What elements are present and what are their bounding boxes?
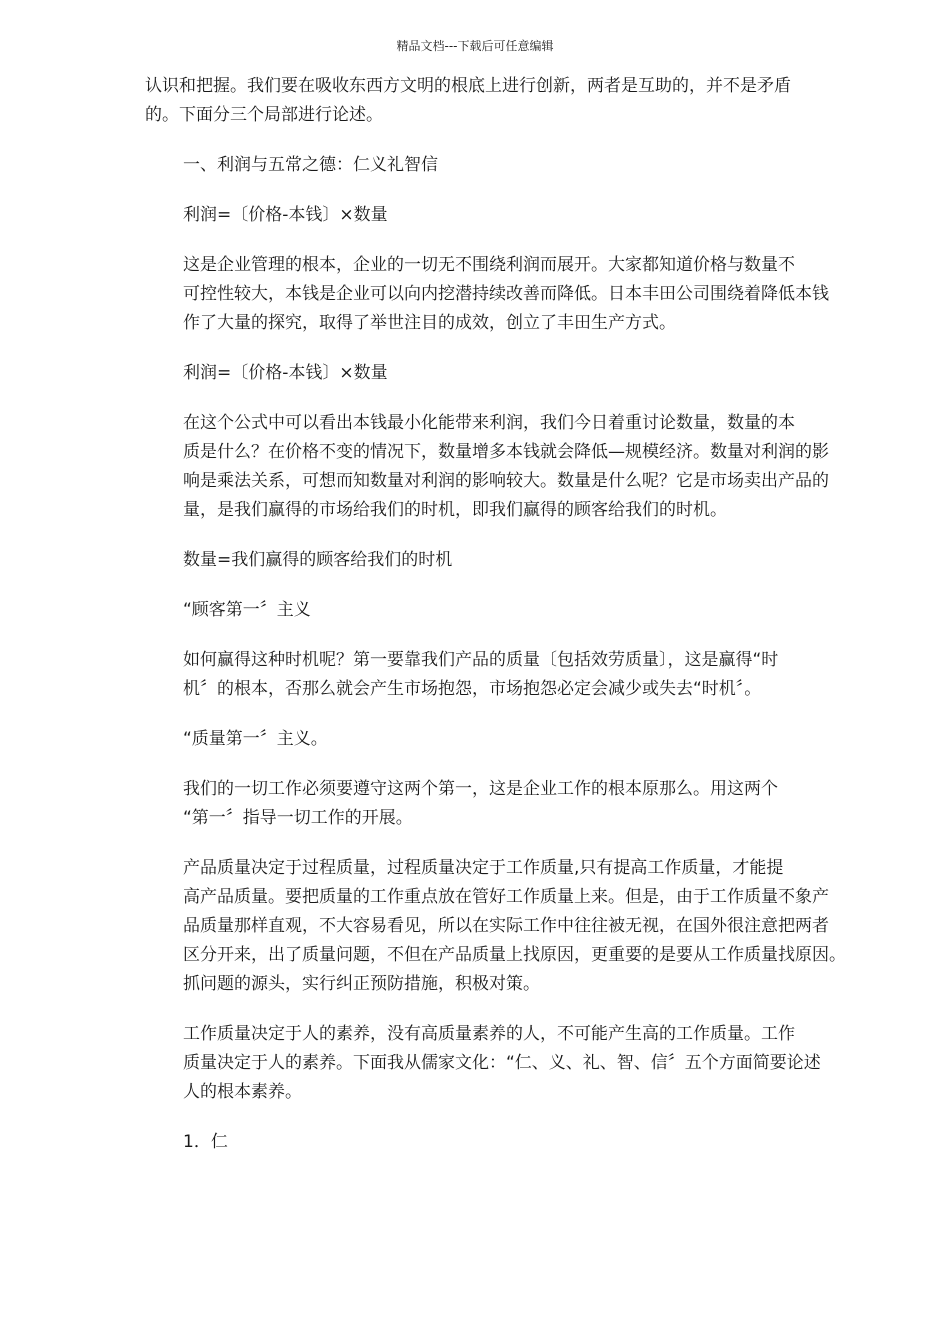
text-line: 认识和把握。我们要在吸收东西方文明的根底上进行创新，两者是互助的，并不是矛盾 bbox=[145, 76, 791, 96]
text-line: 的。下面分三个局部进行论述。 bbox=[145, 105, 383, 125]
text-line: 一、利润与五常之德：仁义礼智信 bbox=[183, 155, 438, 175]
paragraph bbox=[145, 1020, 885, 1107]
paragraph bbox=[145, 775, 885, 833]
principle-heading bbox=[145, 596, 885, 625]
formula bbox=[145, 359, 885, 388]
text-line: 品质量那样直观，不大容易看见，所以在实际工作中往往被无视，在国外很注意把两者 bbox=[183, 916, 829, 936]
text-line: 这是企业管理的根本，企业的一切无不围绕利润而展开。大家都知道价格与数量不 bbox=[183, 255, 795, 275]
text-line: 高产品质量。要把质量的工作重点放在管好工作质量上来。但是，由于工作质量不象产 bbox=[183, 887, 829, 907]
text-line: 数量=我们赢得的顾客给我们的时机 bbox=[183, 550, 453, 570]
text-line: 在这个公式中可以看出本钱最小化能带来利润，我们今日着重讨论数量，数量的本 bbox=[183, 413, 795, 433]
text-line: 人的根本素养。 bbox=[183, 1082, 302, 1102]
paragraph bbox=[145, 646, 885, 704]
text-line: 量，是我们赢得的市场给我们的时机，即我们赢得的顾客给我们的时机。 bbox=[183, 500, 727, 520]
text-line: 1．仁 bbox=[183, 1132, 228, 1152]
paragraph bbox=[145, 854, 885, 999]
text-line: 利润=〔价格-本钱〕×数量 bbox=[183, 363, 388, 383]
paragraph bbox=[145, 251, 885, 338]
text-line: 质是什么？在价格不变的情况下，数量增多本钱就会降低—规模经济。数量对利润的影 bbox=[183, 442, 829, 462]
text-line: “顾客第一〞主义 bbox=[183, 600, 311, 620]
text-line: 区分开来，出了质量问题，不但在产品质量上找原因，更重要的是要从工作质量找原因。 bbox=[183, 945, 846, 965]
text-line: 如何赢得这种时机呢？第一要靠我们产品的质量〔包括效劳质量〕，这是赢得“时 bbox=[183, 650, 779, 670]
text-line: 质量决定于人的素养。下面我从儒家文化：“仁、义、礼、智、信〞五个方面简要论述 bbox=[183, 1053, 821, 1073]
text-line: “质量第一〞主义。 bbox=[183, 729, 328, 749]
formula bbox=[145, 201, 885, 230]
text-line: 机〞的根本，否那么就会产生市场抱怨，市场抱怨必定会减少或失去“时机〞。 bbox=[183, 679, 762, 699]
text-line: 我们的一切工作必须要遵守这两个第一，这是企业工作的根本原那么。用这两个 bbox=[183, 779, 778, 799]
numbered-heading bbox=[145, 1128, 885, 1157]
document-body bbox=[145, 72, 885, 1157]
text-line: 利润=〔价格-本钱〕×数量 bbox=[183, 205, 388, 225]
text-line: 产品质量决定于过程质量，过程质量决定于工作质量,只有提高工作质量，才能提 bbox=[183, 858, 784, 878]
text-line: “第一〞指导一切工作的开展。 bbox=[183, 808, 413, 828]
text-line: 抓问题的源头，实行纠正预防措施，积极对策。 bbox=[183, 974, 540, 994]
text-line: 响是乘法关系，可想而知数量对利润的影响较大。数量是什么呢？它是市场卖出产品的 bbox=[183, 471, 829, 491]
section-heading bbox=[145, 151, 885, 180]
formula bbox=[145, 546, 885, 575]
text-line: 可控性较大，本钱是企业可以向内挖潜持续改善而降低。日本丰田公司围绕着降低本钱 bbox=[183, 284, 829, 304]
text-line: 作了大量的探究，取得了举世注目的成效，创立了丰田生产方式。 bbox=[183, 313, 676, 333]
paragraph bbox=[145, 72, 885, 130]
page-header: 精品文档---下载后可任意编辑 bbox=[396, 39, 554, 53]
paragraph bbox=[145, 409, 885, 525]
text-line: 工作质量决定于人的素养，没有高质量素养的人，不可能产生高的工作质量。工作 bbox=[183, 1024, 795, 1044]
principle-heading bbox=[145, 725, 885, 754]
